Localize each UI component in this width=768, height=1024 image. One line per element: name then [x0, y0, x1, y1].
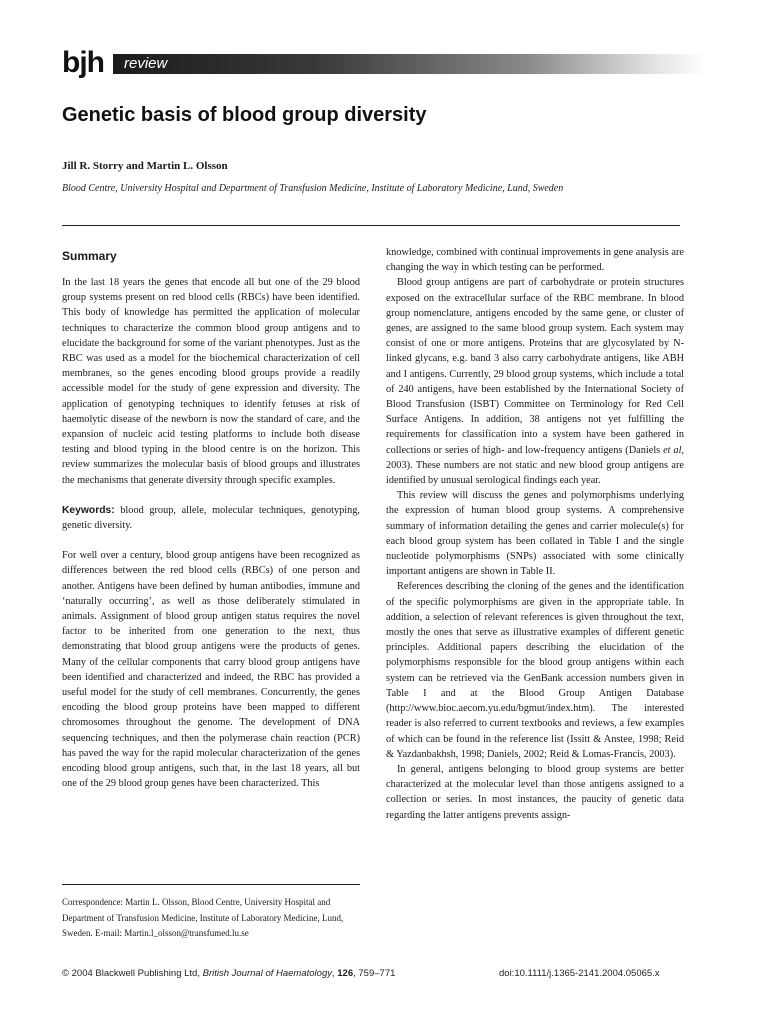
left-column: [62, 275, 360, 792]
section-label: review: [124, 55, 168, 72]
footer-doi: doi:10.1111/j.1365-2141.2004.05065.x: [499, 968, 660, 979]
correspondence-note: Correspondence: Martin L. Olsson, Blood Centre, University Hospital and Department of Transfusion Medicine, Institute of Laboratory Medicine, Lund, Sweden. E-mail: Martin.l_olsson@transfumed.lu.se: [62, 897, 344, 938]
journal-logo: bjh: [62, 46, 104, 79]
body-paragraph-1: knowledge, combined with continual improvements in gene analysis are changing the way in which testing can be performed.: [386, 247, 684, 274]
body-paragraph-2-text-b: , 2003). These numbers are not static and new blood group antigens are identified by unusual serological findings each year.: [386, 444, 685, 487]
header-divider: [62, 225, 680, 226]
footer-copyright: [62, 968, 395, 979]
footer-pages: , 759–771: [353, 968, 396, 979]
body-paragraph-3: This review will discuss the genes and polymorphisms underlying the expression of human blood group systems. A comprehensive summary of information detailing the genes and carrier molecule(s) for each blood group system has been collated in Table I and the single nucleotide polymorphisms (SNPs) associated with some clinically important antigens are shown in Table II.: [386, 490, 684, 578]
keywords: [62, 503, 360, 533]
body-paragraph-intro: For well over a century, blood group antigens have been recognized as differences between the red blood cells (RBCs) of one person and another. Antigens have been defined by human antibodies, immune and ‘naturally occurring’, as well as those deliberately stimulated in animals. Assignment of blood group antigen status requires the novel factor to be inherited from one generation to the next, thus demonstrating that blood group antigens were the products of genes. Many of the cellular components that carry blood group antigens have been identified and characterized and indeed, the RBC has provided a useful model for the study of cell membranes. Concurrently, the genes encoding the blood group proteins have been mapped to different chromosomes throughout the genome. The development of DNA sequencing techniques, and then the polymerase chain reaction (PCR) has paved the way for the rapid molecular characterization of the genes encoding blood group antigens, such that, in the last 18 years, all but one of the 29 blood group genes have been characterized. This: [62, 550, 360, 790]
footer-volume: 126: [337, 968, 354, 979]
summary-paragraph: In the last 18 years the genes that encode all but one of the 29 blood group systems present on red blood cells (RBCs) have been identified. This body of knowledge has permitted the application of molecular techniques to characterize the common blood group antigens and to elucidate the background for some of the variant phenotypes. Just as the RBC was used as a model for the biochemical characterization of cell membranes, so the genes encoding blood groups provide a readily accessible model for the study of gene expression and diversity. The application of genotyping techniques to identify fetuses at risk of haemolytic disease of the newborn is now the standard of care, and the expansion of nucleic acid testing platforms to include both disease testing and blood typing in the blood centre is on the horizon. This review summarizes the molecular basis of blood groups and illustrates the mechanisms that generate diversity through specific examples.: [62, 277, 360, 486]
correspondence-divider: [62, 884, 360, 885]
footer-separator: ,: [331, 968, 338, 979]
summary-heading: Summary: [62, 249, 117, 263]
body-paragraph-2-text-a: Blood group antigens are part of carbohydrate or protein structures exposed on the extracellular surface of the RBC membrane. In blood group nomenclature, antigens encoded by the same gene, or cluster of genes, are assigned to the same blood group system. Each system may consist of one or more antigens. Proteins that are glycosylated by N-linked glycans, e.g. band 3 also carry carbohydrate antigens, like ABH and I antigens. Currently, 29 blood group systems, which include a total of 240 antigens, have been established by the International Society of Blood Transfusion (ISBT) Committee on Terminology for Red Cell Surface Antigens. In addition, 38 antigens not yet fulfilling the requirements for classification into a system have been gathered in collections or series of high- and low-frequency antigens (Daniels: [386, 277, 684, 456]
header-band: [113, 54, 706, 74]
right-column: [386, 245, 684, 823]
citation-et-al: et al: [663, 444, 682, 456]
body-paragraph-2: [386, 275, 684, 488]
journal-header: [62, 48, 706, 78]
article-affiliation: Blood Centre, University Hospital and Department of Transfusion Medicine, Institute of Laboratory Medicine, Lund, Sweden: [62, 183, 564, 194]
article-title: Genetic basis of blood group diversity: [62, 104, 427, 126]
body-paragraph-5: In general, antigens belonging to blood group systems are better characterized at the molecular level than those antigens assigned to a collection or series. In most instances, the paucity of genetic data regarding the latter antigens prevents assign-: [386, 763, 684, 821]
keywords-label: Keywords:: [62, 504, 115, 516]
footer-journal: British Journal of Haematology: [202, 968, 332, 979]
body-paragraph-4: References describing the cloning of the genes and the identification of the specific polymorphisms are given in the appropriate table. In addition, a selection of relevant references is given throughout the text, mostly the ones that serve as illustrative examples of different genetic principles. Additional papers describing the elucidation of the polymorphisms responsible for the blood group antigens within each system can be retrieved via the GenBank accession numbers given in Table I and at the Blood Group Antigen Database (http://www.bioc.aecom.yu.edu/bgmut/index.htm). The interested reader is also referred to current textbooks and reviews, a few examples of which can be found in the reference list (Issitt & Anstee, 1998; Reid & Yazdanbakhsh, 1998; Daniels, 2002; Reid & Lomas-Francis, 2003).: [386, 581, 684, 760]
article-authors: Jill R. Storry and Martin L. Olsson: [62, 160, 228, 172]
keywords-text: blood group, allele, molecular techniques, genotyping, genetic diversity.: [62, 504, 360, 532]
footer-copyright-text: © 2004 Blackwell Publishing Ltd,: [62, 968, 203, 979]
